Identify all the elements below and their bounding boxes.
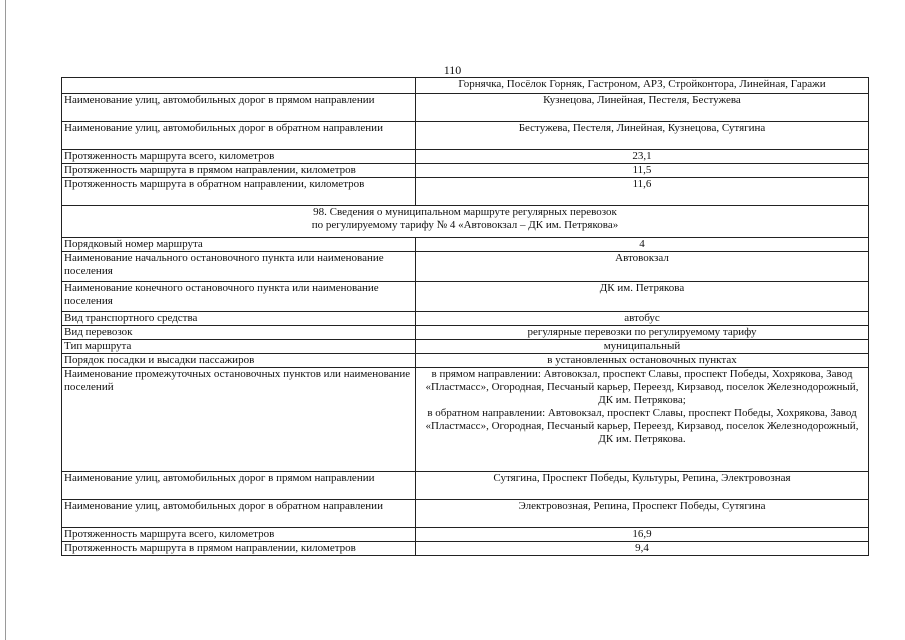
row-label: Протяженность маршрута всего, километров bbox=[62, 528, 416, 542]
row-value: Сутягина, Проспект Победы, Культуры, Репина, Электровозная bbox=[416, 472, 869, 500]
row-value: регулярные перевозки по регулируемому тарифу bbox=[416, 326, 869, 340]
row-label: Тип маршрута bbox=[62, 340, 416, 354]
table-row bbox=[62, 178, 869, 206]
row-value: 16,9 bbox=[416, 528, 869, 542]
table-row bbox=[62, 312, 869, 326]
table-row bbox=[62, 122, 869, 150]
table-row bbox=[62, 164, 869, 178]
table-row bbox=[62, 500, 869, 528]
row-label: Вид транспортного средства bbox=[62, 312, 416, 326]
intermediate-stops-row bbox=[62, 368, 869, 472]
table-row bbox=[62, 282, 869, 312]
row-value: 9,4 bbox=[416, 542, 869, 556]
section-heading-line-1: 98. Сведения о муниципальном маршруте регулярных перевозок bbox=[313, 206, 617, 218]
row-label: Протяженность маршрута всего, километров bbox=[62, 150, 416, 164]
row-value: Горнячка, Посёлок Горняк, Гастроном, АРЗ, Стройконтора, Линейная, Гаражи bbox=[416, 78, 869, 94]
row-label: Наименование улиц, автомобильных дорог в прямом направлении bbox=[62, 472, 416, 500]
row-value: 4 bbox=[416, 238, 869, 252]
row-value: муниципальный bbox=[416, 340, 869, 354]
row-value: автобус bbox=[416, 312, 869, 326]
table-row bbox=[62, 238, 869, 252]
stops-forward-text: в прямом направлении: Автовокзал, проспект Славы, проспект Победы, Хохрякова, Завод «Пластмасс», Огородная, Песчаный карьер, Переезд, Кирзавод, поселок Железнодорожный, ДК им. Петрякова; bbox=[425, 368, 859, 406]
stops-backward-text: в обратном направлении: Автовокзал, проспект Славы, проспект Победы, Хохрякова, Завод «Пластмасс», Огородная, Песчаный карьер, Переезд, Кирзавод, поселок Железнодорожный, ДК им. Петрякова. bbox=[425, 407, 859, 445]
table-row bbox=[62, 150, 869, 164]
section-heading-line-2: по регулируемому тарифу № 4 «Автовокзал – ДК им. Петрякова» bbox=[311, 219, 619, 231]
table-row bbox=[62, 326, 869, 340]
row-label: Протяженность маршрута в обратном направлении, километров bbox=[62, 178, 416, 206]
table-row bbox=[62, 528, 869, 542]
row-label: Порядковый номер маршрута bbox=[62, 238, 416, 252]
row-label: Протяженность маршрута в прямом направлении, километров bbox=[62, 542, 416, 556]
row-value: Бестужева, Пестеля, Линейная, Кузнецова, Сутягина bbox=[416, 122, 869, 150]
table-row bbox=[62, 542, 869, 556]
row-value: Электровозная, Репина, Проспект Победы, Сутягина bbox=[416, 500, 869, 528]
intermediate-stops-value bbox=[416, 368, 869, 472]
row-value: Кузнецова, Линейная, Пестеля, Бестужева bbox=[416, 94, 869, 122]
row-label bbox=[62, 78, 416, 94]
row-label: Наименование улиц, автомобильных дорог в прямом направлении bbox=[62, 94, 416, 122]
row-label: Вид перевозок bbox=[62, 326, 416, 340]
row-label: Наименование улиц, автомобильных дорог в обратном направлении bbox=[62, 500, 416, 528]
table-row bbox=[62, 94, 869, 122]
table-row bbox=[62, 354, 869, 368]
row-value: в установленных остановочных пунктах bbox=[416, 354, 869, 368]
page-edge-line bbox=[5, 0, 6, 640]
table-row bbox=[62, 78, 869, 94]
row-value: 23,1 bbox=[416, 150, 869, 164]
row-value: 11,5 bbox=[416, 164, 869, 178]
page-number: 110 bbox=[443, 63, 462, 77]
row-value: Автовокзал bbox=[416, 252, 869, 282]
section-heading bbox=[62, 206, 869, 238]
row-label: Порядок посадки и высадки пассажиров bbox=[62, 354, 416, 368]
route-info-table bbox=[61, 77, 869, 556]
table-row bbox=[62, 252, 869, 282]
row-label: Протяженность маршрута в прямом направлении, километров bbox=[62, 164, 416, 178]
row-label: Наименование улиц, автомобильных дорог в обратном направлении bbox=[62, 122, 416, 150]
section-heading-row bbox=[62, 206, 869, 238]
table-row bbox=[62, 340, 869, 354]
row-value: ДК им. Петрякова bbox=[416, 282, 869, 312]
row-label: Наименование начального остановочного пункта или наименование поселения bbox=[62, 252, 416, 282]
table-row bbox=[62, 472, 869, 500]
row-label: Наименование конечного остановочного пункта или наименование поселения bbox=[62, 282, 416, 312]
row-label: Наименование промежуточных остановочных пунктов или наименование поселений bbox=[62, 368, 416, 472]
row-value: 11,6 bbox=[416, 178, 869, 206]
